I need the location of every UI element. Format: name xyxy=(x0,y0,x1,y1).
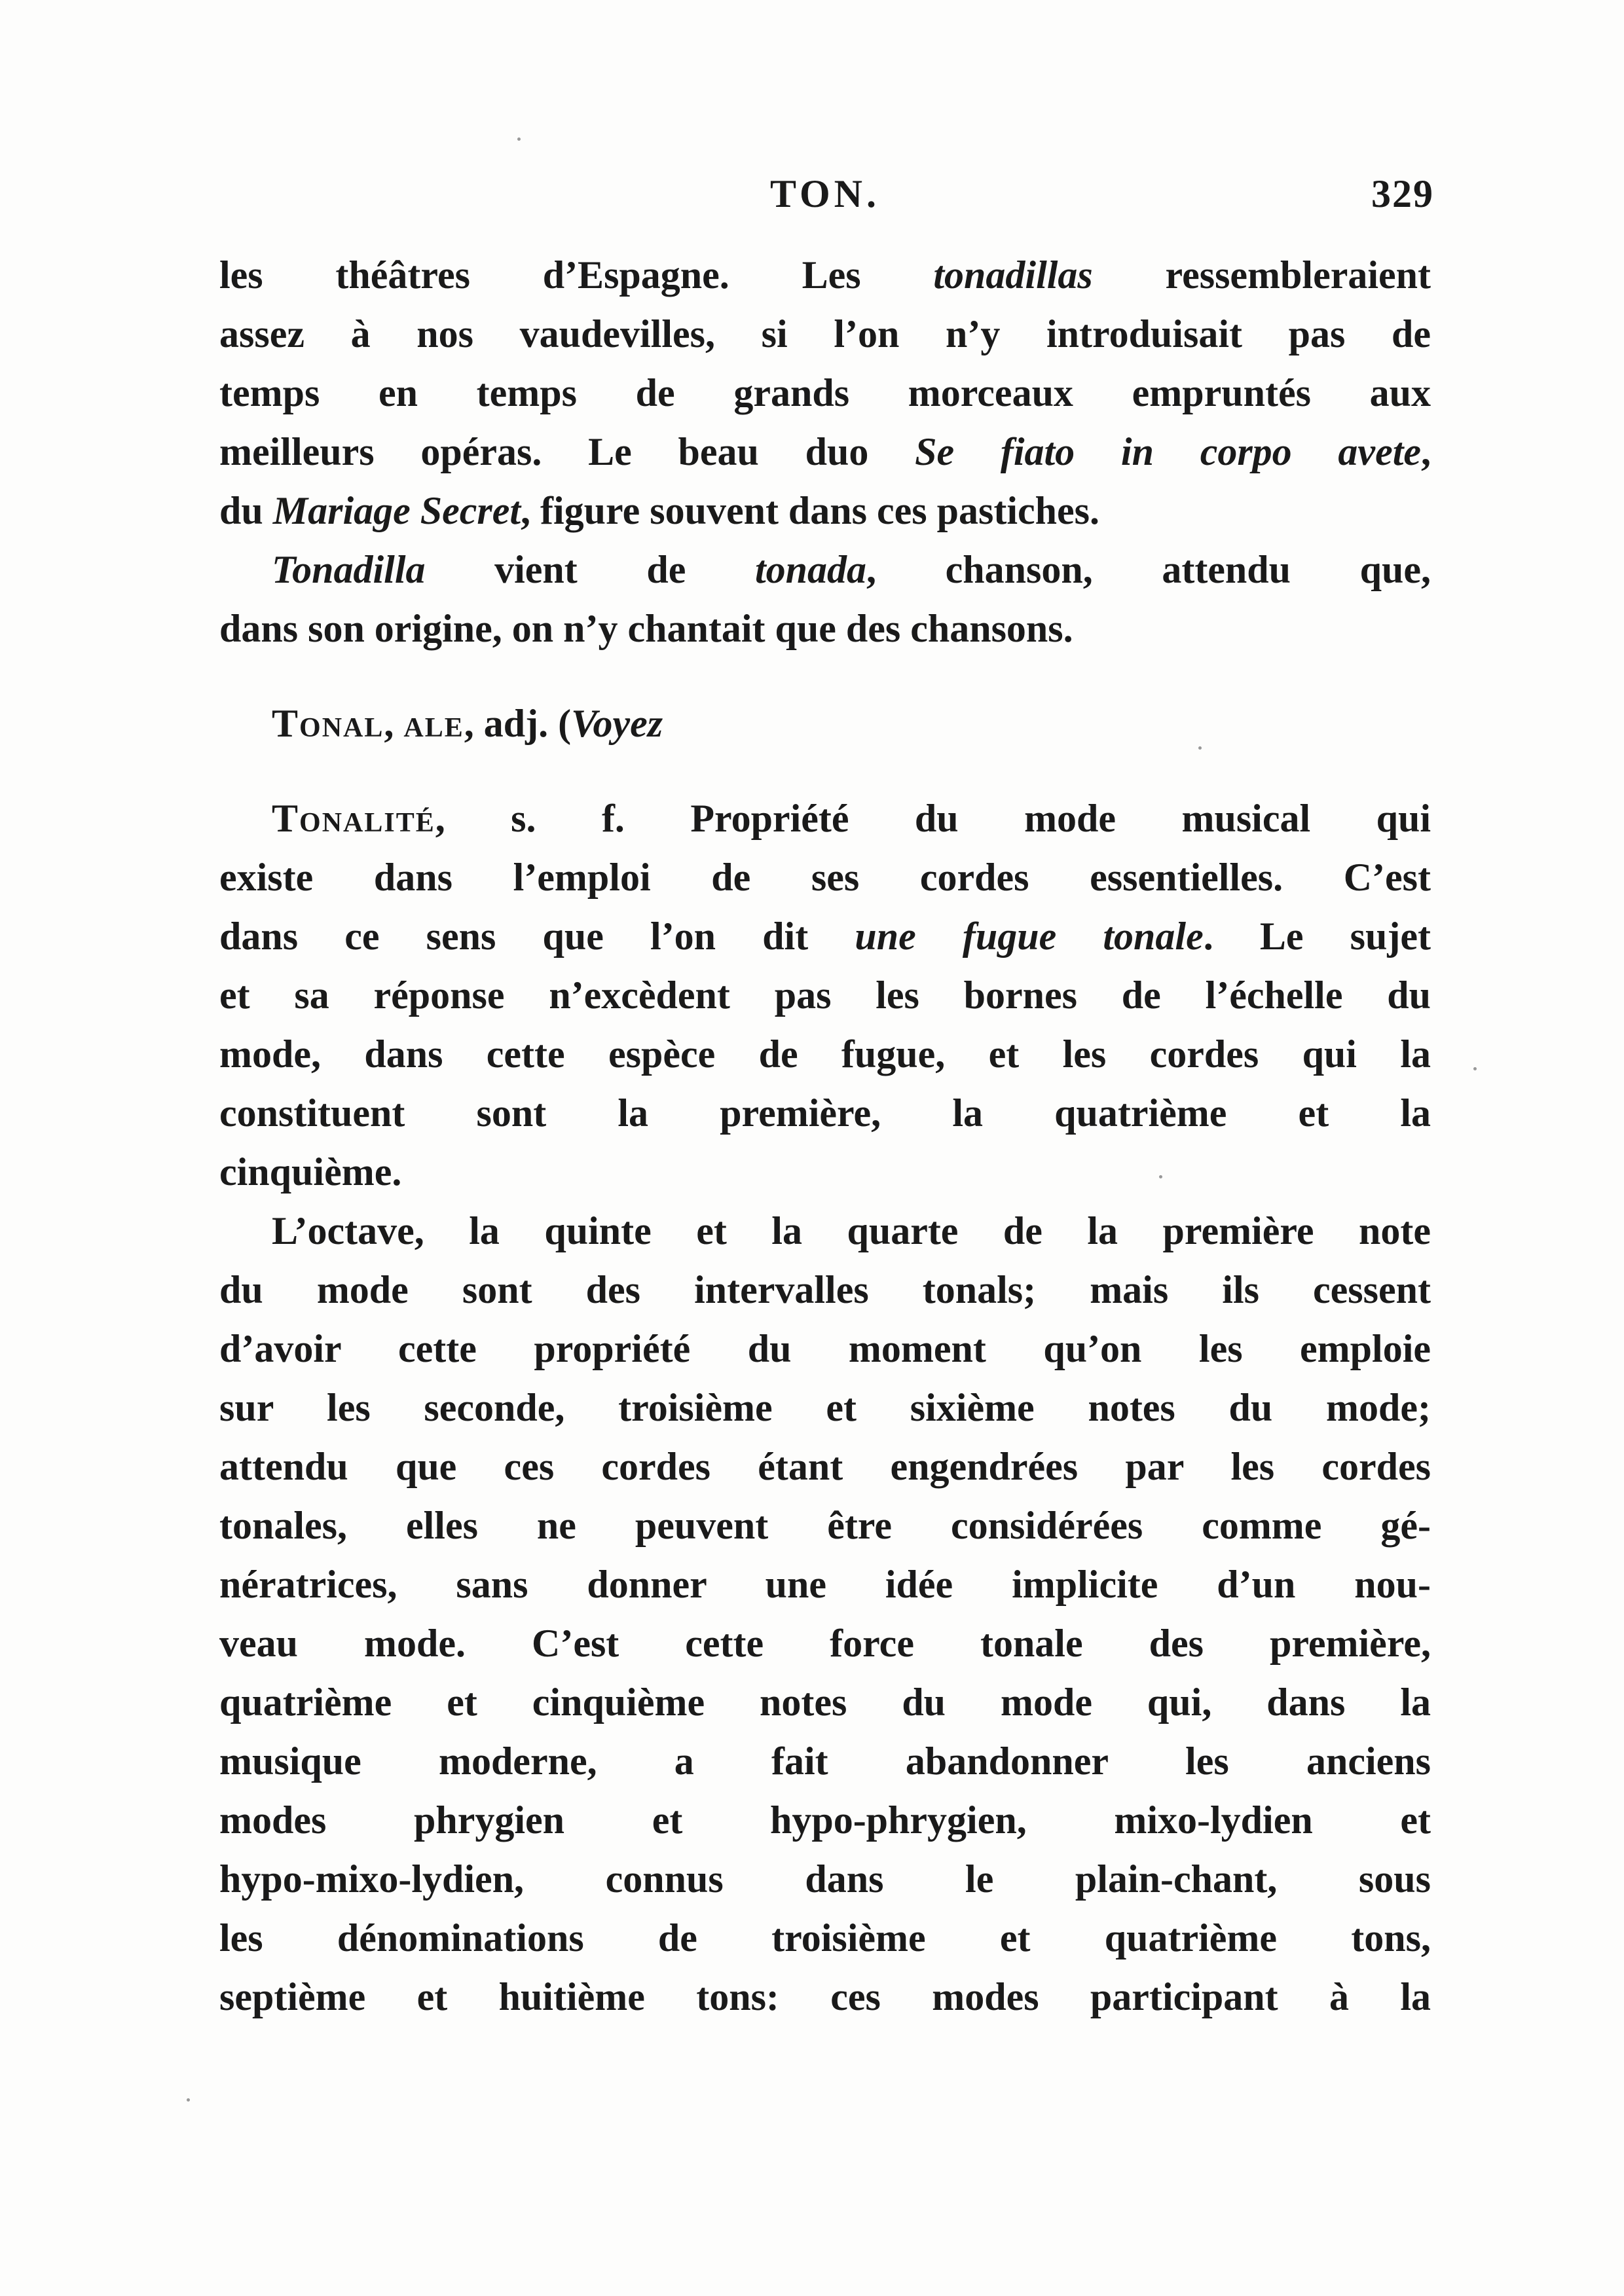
text-line xyxy=(219,1319,1431,1378)
text-run: et sa réponse n’excèdent pas les bornes de l’échelle du xyxy=(219,974,1431,1017)
italic-text: Tonadilla xyxy=(272,548,426,591)
body-text xyxy=(219,246,1431,2026)
text-run: les théâtres d’Espagne. Les xyxy=(219,253,934,297)
print-speck xyxy=(187,2098,190,2102)
text-run: . Le sujet xyxy=(1203,915,1431,958)
text-line xyxy=(219,907,1431,966)
text-line xyxy=(219,1496,1431,1555)
italic-text: une fugue tonale xyxy=(855,915,1204,958)
text-run: meilleurs opéras. Le beau duo xyxy=(219,430,915,473)
italic-text: tonada xyxy=(755,548,867,591)
paragraph-gap xyxy=(219,753,1431,789)
text-run: dans son origine, on n’y chantait que des chansons. xyxy=(219,607,1073,650)
text-line xyxy=(219,1142,1431,1201)
text-run: attendu que ces cordes étant engendrées par les cordes xyxy=(219,1445,1431,1488)
text-run: ressembleraient xyxy=(1092,253,1431,297)
text-run: veau mode. C’est cette force tonale des première, xyxy=(219,1622,1431,1665)
text-run: existe dans l’emploi de ses cordes essentielles. C’est xyxy=(219,856,1431,899)
small-caps-text: Tonal xyxy=(272,702,384,745)
text-line xyxy=(219,481,1431,540)
small-caps-text: ale xyxy=(403,702,464,745)
paragraph-gap xyxy=(219,658,1431,694)
text-run: , chanson, attendu que, xyxy=(866,548,1431,591)
text-line xyxy=(219,363,1431,422)
text-line xyxy=(219,694,1431,753)
text-line xyxy=(219,1908,1431,1967)
text-line xyxy=(219,1084,1431,1142)
text-line xyxy=(219,1614,1431,1673)
running-title: TON. xyxy=(770,172,880,215)
text-run: d’avoir cette propriété du moment qu’on les emploie xyxy=(219,1327,1431,1370)
text-run: vient de xyxy=(425,548,755,591)
italic-text: Voyez xyxy=(571,702,663,745)
text-line xyxy=(219,1025,1431,1084)
text-line xyxy=(219,540,1431,599)
text-run: dans ce sens que l’on dit xyxy=(219,915,855,958)
print-speck xyxy=(1473,1067,1477,1070)
text-run: , adj. ( xyxy=(464,702,572,745)
text-run: mode, dans cette espèce de fugue, et les cordes qui la xyxy=(219,1032,1431,1076)
text-run: cinquième. xyxy=(219,1150,402,1194)
text-line xyxy=(219,789,1431,848)
text-run: sur les seconde, troisième et sixième notes du mode; xyxy=(219,1386,1431,1429)
small-caps-text: Tonalité xyxy=(272,797,435,840)
text-run: constituent sont la première, la quatrième et la xyxy=(219,1091,1431,1135)
text-line xyxy=(219,1791,1431,1850)
text-run: tonales, elles ne peuvent être considérées comme gé- xyxy=(219,1504,1431,1547)
text-line xyxy=(219,1850,1431,1908)
text-line xyxy=(219,246,1431,304)
page-number: 329 xyxy=(1371,172,1434,215)
text-line xyxy=(219,1201,1431,1260)
text-run: , s. f. Propriété du mode musical qui xyxy=(435,797,1431,840)
text-run: , figure souvent dans ces pastiches. xyxy=(521,489,1099,532)
text-line xyxy=(219,599,1431,658)
text-run: assez à nos vaudevilles, si l’on n’y introduisait pas de xyxy=(219,312,1431,355)
text-run: , xyxy=(384,702,404,745)
text-run: modes phrygien et hypo-phrygien, mixo-lydien et xyxy=(219,1798,1431,1842)
text-run: nératrices, sans donner une idée implicite d’un nou- xyxy=(219,1563,1431,1606)
italic-text: tonadillas xyxy=(933,253,1093,297)
text-line xyxy=(219,848,1431,907)
text-run: les dénominations de troisième et quatrième tons, xyxy=(219,1916,1431,1959)
text-line xyxy=(219,1555,1431,1614)
text-line xyxy=(219,1378,1431,1437)
text-run: temps en temps de grands morceaux empruntés aux xyxy=(219,371,1431,414)
text-run: septième et huitième tons: ces modes participant à la xyxy=(219,1975,1431,2018)
text-line xyxy=(219,1967,1431,2026)
text-run: L’octave, la quinte et la quarte de la première note xyxy=(272,1209,1431,1252)
text-run: du mode sont des intervalles tonals; mais ils cessent xyxy=(219,1268,1431,1311)
text-line xyxy=(219,422,1431,481)
text-run: quatrième et cinquième notes du mode qui, dans la xyxy=(219,1681,1431,1724)
text-run: du xyxy=(219,489,273,532)
print-speck xyxy=(1159,1175,1162,1178)
running-head xyxy=(216,172,1434,224)
text-line xyxy=(219,1260,1431,1319)
italic-text: Mariage Secret xyxy=(272,489,521,532)
text-line xyxy=(219,1732,1431,1791)
text-run: , xyxy=(1421,430,1431,473)
text-line xyxy=(219,1673,1431,1732)
print-speck xyxy=(517,137,521,141)
text-run: musique moderne, a fait abandonner les anciens xyxy=(219,1740,1431,1783)
text-line xyxy=(219,966,1431,1025)
text-run: hypo-mixo-lydien, connus dans le plain-chant, sous xyxy=(219,1857,1431,1901)
italic-text: Se fiato in corpo avete xyxy=(915,430,1421,473)
text-line xyxy=(219,304,1431,363)
text-line xyxy=(219,1437,1431,1496)
print-speck xyxy=(1198,746,1202,750)
